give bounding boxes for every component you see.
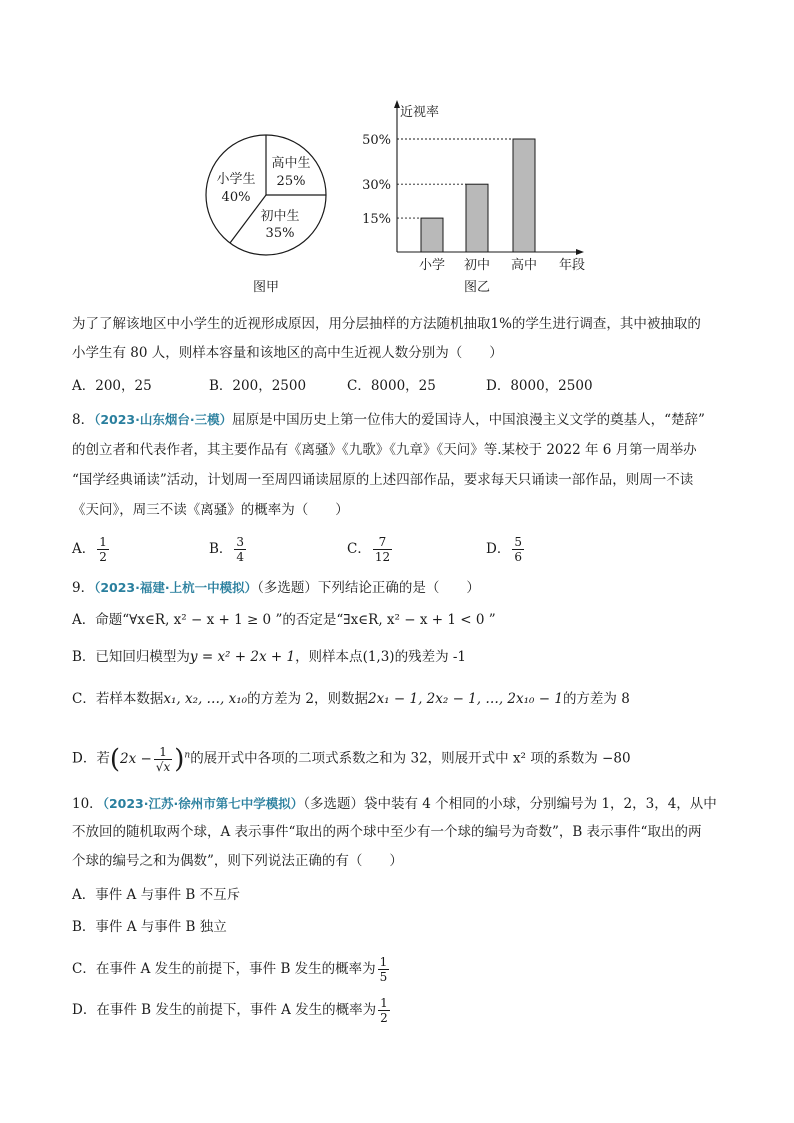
x-axis-label: 年段 <box>558 258 586 273</box>
q8-line-3: “国学经典诵读”活动，计划周一至周四诵读屈原的上述四部作品，要求每天只诵读一部作品，则周一不读 <box>72 472 694 488</box>
q8-line-1 <box>72 410 705 430</box>
q9-c-data: x₁, x₂, …, x₁₀ <box>163 691 248 707</box>
q7-option-b[interactable]: B．200，2500 <box>209 378 307 394</box>
q9-d-binomial: (2x − $\frac{1}{√x}$ )$^n$ <box>109 744 191 774</box>
fraction-numerator: 1 <box>380 996 388 1010</box>
q8-option-d-label: D． <box>486 541 511 557</box>
y-tick-label: 50% <box>362 133 391 148</box>
fraction-denominator: 2 <box>380 1011 388 1025</box>
q9-b-prefix: B．已知回归模型为 <box>72 649 190 665</box>
q9-c-data2: 2x₁ − 1, 2x₂ − 1, …, 2x₁₀ − 1 <box>367 691 563 707</box>
q9-option-c[interactable] <box>72 689 630 709</box>
fraction-denominator: 4 <box>236 550 245 564</box>
x-tick-label: 小学 <box>418 258 446 273</box>
q10-d-fraction <box>378 996 390 1025</box>
q9-d-suffix: 的展开式中各项的二项式系数之和为 32，则展开式中 x² 项的系数为 −80 <box>190 750 631 767</box>
figures-area <box>0 0 794 305</box>
fraction-numerator: 7 <box>373 535 392 550</box>
fraction-numerator: 1 <box>379 955 388 969</box>
q7-line-1: 为了了解该地区中小学生的近视形成原因，用分层抽样的方法随机抽取1%的学生进行调查，其中被抽取的 <box>72 316 701 332</box>
q7-option-c[interactable]: C．8000，25 <box>347 378 436 394</box>
q10-option-c[interactable] <box>72 955 391 984</box>
bar-chart <box>362 100 585 295</box>
q10-line-1 <box>72 794 717 814</box>
figures-svg <box>0 0 794 305</box>
q9-source: （2023·福建·上杭一中模拟） <box>94 580 258 595</box>
q8-option-c-label: C． <box>347 541 371 557</box>
q9-b-equation: y = x² + 2x + 1 <box>189 649 296 665</box>
q7-option-a[interactable]: A．200，25 <box>72 378 152 394</box>
q9-c-mid: 的方差为 2，则数据 <box>247 691 368 707</box>
q10-line-3: 个球的编号之和为偶数”，则下列说法正确的有（ ） <box>72 853 403 869</box>
q8-option-a-fraction <box>97 535 109 564</box>
q8-option-a-label: A． <box>72 541 96 557</box>
q8-source: （2023·山东烟台·三模） <box>94 412 233 427</box>
pie-value-senior: 25% <box>276 174 306 189</box>
q9-c-prefix: C．若样本数据 <box>72 691 164 707</box>
q8-line-2: 的创立者和代表作者，其主要作品有《离骚》《九歌》《九章》《天问》等.某校于 2022 年 6 月第一周举办 <box>72 442 697 458</box>
q9-number: 9． <box>72 580 95 596</box>
bar-caption: 图乙 <box>463 280 491 295</box>
q9-d-prefix: D．若 <box>72 750 110 767</box>
q10-option-b[interactable]: B．事件 A 与事件 B 独立 <box>72 919 227 935</box>
q8-option-c[interactable] <box>347 535 394 564</box>
pie-label-primary: 小学生 <box>216 172 256 187</box>
fraction-numerator: 5 <box>514 535 522 549</box>
q10-text-1: （多选题）袋中装有 4 个相同的小球，分别编号为 1，2，3，4，从中 <box>303 796 717 812</box>
fraction-numerator: 3 <box>236 535 245 549</box>
q9-stem <box>72 578 480 598</box>
q7-line-2: 小学生有 80 人，则样本容量和该地区的高中生近视人数分别为（ ） <box>72 345 503 361</box>
pie-label-junior: 初中生 <box>260 209 300 224</box>
pie-value-junior: 35% <box>265 226 295 241</box>
q9-option-d[interactable] <box>72 740 631 774</box>
q10-source: （2023·江苏·徐州市第七中学模拟） <box>102 796 304 811</box>
bar-小学 <box>421 218 443 252</box>
q8-option-a[interactable] <box>72 535 111 564</box>
q8-option-b[interactable] <box>209 535 248 564</box>
q9-b-mid: ，则样本点 <box>295 649 363 665</box>
bar-初中 <box>466 184 488 252</box>
q10-c-text: C．在事件 A 发生的前提下，事件 B 发生的概率为 <box>72 961 376 977</box>
q10-line-2: 不放回的随机取两个球，A 表示事件“取出的两个球中至少有一个球的编号为奇数”，B 表示事件“取出的两 <box>72 824 702 840</box>
q8-option-d[interactable] <box>486 535 526 564</box>
fraction-denominator: 5 <box>379 970 388 984</box>
fraction-denominator: 12 <box>374 550 391 564</box>
pie-label-senior: 高中生 <box>271 156 311 171</box>
q8-line-4: 《天问》，周三不读《离骚》的概率为（ ） <box>72 502 349 518</box>
q9-option-b[interactable] <box>72 647 466 667</box>
x-axis-arrow <box>576 249 584 255</box>
fraction-denominator: 2 <box>99 550 107 564</box>
q9-b-point: (1,3) <box>362 649 395 665</box>
q10-c-fraction <box>378 955 390 984</box>
q9-stem-text: （多选题）下列结论正确的是（ ） <box>257 580 480 596</box>
y-axis-label: 近视率 <box>400 105 440 120</box>
x-tick-label: 初中 <box>463 258 491 273</box>
q9-option-a[interactable]: A．命题“∀x∈R, x² − x + 1 ≥ 0 ”的否定是“∃x∈R, x² − x + 1 < 0 ” <box>72 612 496 628</box>
q9-b-suffix: 的残差为 -1 <box>394 649 467 665</box>
q8-option-b-label: B． <box>209 541 233 557</box>
q10-option-d[interactable] <box>72 996 392 1025</box>
bar-高中 <box>513 139 535 252</box>
pie-chart <box>206 135 326 295</box>
q7-option-d[interactable]: D．8000，2500 <box>486 378 593 394</box>
q10-d-text: D．在事件 B 发生的前提下，事件 A 发生的概率为 <box>72 1002 377 1018</box>
pie-caption: 图甲 <box>252 280 280 295</box>
q8-option-b-fraction <box>234 535 246 564</box>
fraction-numerator: 1 <box>99 535 107 549</box>
q8-text-1: 屈原是中国历史上第一位伟大的爱国诗人，中国浪漫主义文学的奠基人，“楚辞” <box>232 412 705 428</box>
q8-number: 8． <box>72 412 95 428</box>
pie-value-primary: 40% <box>221 190 251 205</box>
q8-option-c-fraction <box>373 535 392 564</box>
q10-option-a[interactable]: A．事件 A 与事件 B 不互斥 <box>72 887 241 903</box>
x-tick-label: 高中 <box>510 258 538 273</box>
q10-number: 10． <box>72 796 103 812</box>
fraction-denominator: 6 <box>514 550 522 564</box>
q8-option-d-fraction <box>512 535 524 564</box>
q9-c-suffix: 的方差为 8 <box>562 691 630 707</box>
y-tick-label: 15% <box>362 212 391 228</box>
y-tick-label: 30% <box>362 178 391 194</box>
